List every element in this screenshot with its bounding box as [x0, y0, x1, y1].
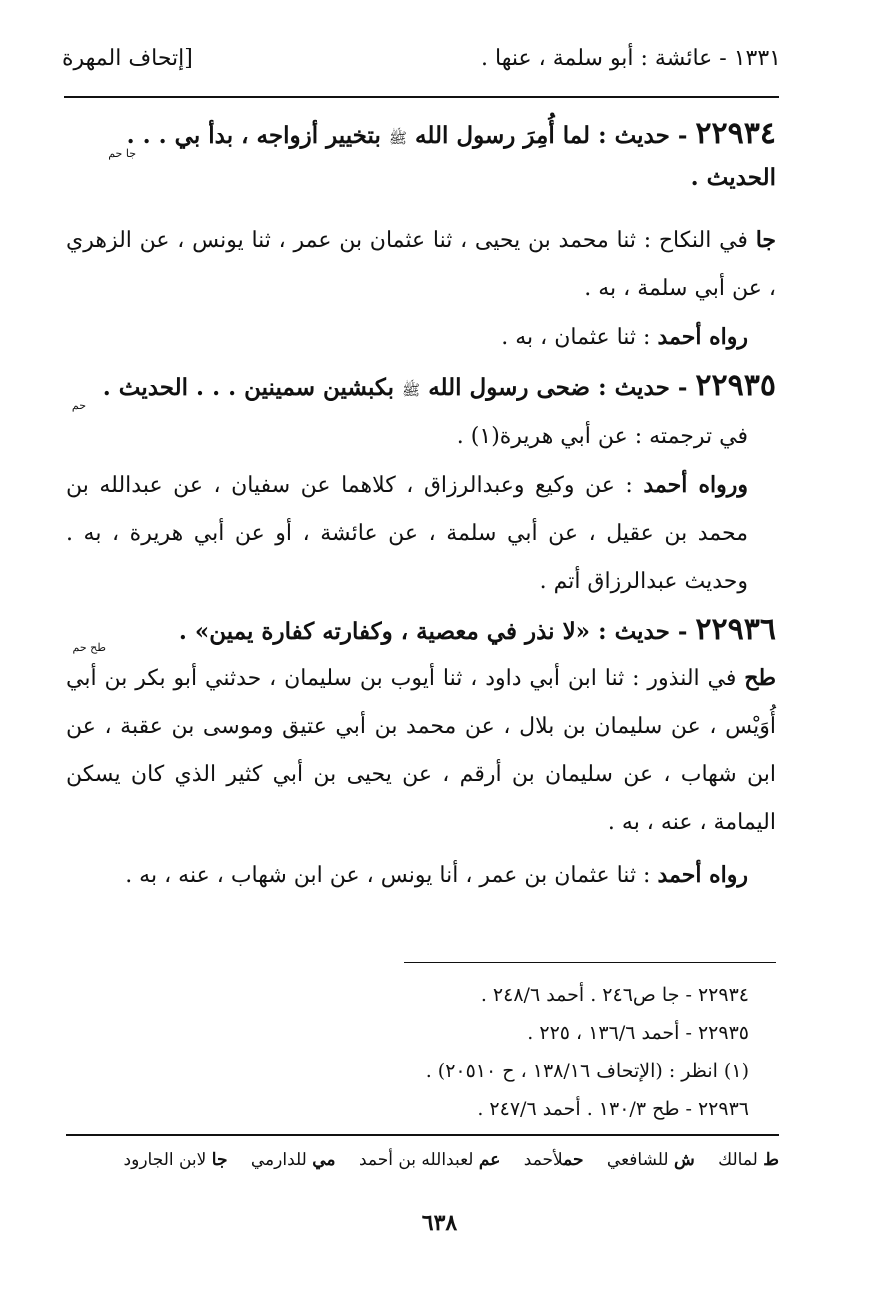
abbreviation-value: للدارمي	[250, 1150, 307, 1170]
hadith-title-rest: بكبشين سمينين . . . الحديث .	[102, 374, 395, 401]
abbreviation-key: جا	[211, 1150, 228, 1170]
abbreviation-value: لابن الجارود	[123, 1150, 207, 1170]
paragraph	[66, 461, 776, 606]
abbreviation-key: مي	[312, 1150, 336, 1170]
hadith-title: - حديث : ضحى رسول الله	[428, 374, 688, 401]
running-header	[62, 46, 781, 82]
main-text	[66, 110, 776, 900]
paragraph-text: : عن وكيع وعبدالرزاق ، كلاهما عن سفيان ، عن عبدالله بن محمد بن عقيل ، عن أبي سلمة ، عن عائشة ، أو عن أبي هريرة ، به . وحديث عبدالرزاق أتم .	[66, 473, 748, 594]
paragraph	[66, 216, 776, 313]
source-abbrev: رواه أحمد	[657, 862, 748, 888]
footnote: ٢٢٩٣٥ - أحمد ١٣٦/٦ ، ٢٢٥ .	[527, 1022, 749, 1044]
abbreviation-item	[124, 1150, 228, 1170]
header-rule	[64, 96, 779, 98]
source-abbrev: جا	[755, 227, 776, 253]
salawat-symbol: ﷺ	[388, 129, 407, 147]
paragraph	[66, 654, 776, 847]
abbreviation-value: لأحمد	[523, 1150, 564, 1170]
abbreviation-value: للشافعي	[606, 1150, 669, 1170]
source-abbrev: ورواه أحمد	[643, 472, 748, 498]
source-siglum: جا حم	[108, 147, 136, 160]
abbreviation-key: حم	[563, 1150, 584, 1170]
hadith-title: - حديث : لما أُمِرَ رسول الله	[415, 122, 688, 149]
abbreviation-key: ش	[673, 1150, 695, 1170]
hadith-title-rest: بتخيير أزواجه ، بدأ بي . . .	[126, 122, 381, 149]
salawat-symbol: ﷺ	[402, 381, 421, 399]
footnote: ٢٢٩٣٦ - طح ١٣٠/٣ . أحمد ٢٤٧/٦ .	[477, 1098, 749, 1120]
hadith-heading	[66, 606, 776, 656]
abbreviation-value: لعبدالله بن أحمد	[358, 1150, 474, 1170]
source-abbrev: رواه أحمد	[657, 324, 748, 350]
footnote-rule	[404, 962, 776, 963]
paragraph	[66, 851, 776, 900]
hadith-heading	[66, 362, 776, 414]
abbreviation-key: عم	[478, 1150, 501, 1170]
paragraph	[66, 313, 776, 362]
abbreviation-item	[718, 1150, 779, 1170]
hadith-number: ٢٢٩٣٤	[695, 116, 776, 151]
abbreviation-item	[607, 1150, 695, 1170]
source-abbrev: طح	[744, 665, 776, 691]
header-book-title: [إتحاف المهرة	[62, 46, 193, 71]
header-chapter-title: ١٣٣١ - عائشة : أبو سلمة ، عنها .	[481, 46, 781, 71]
footnote: (١) انظر : (الإتحاف ١٣٨/١٦ ، ح ٢٠٥١٠) .	[425, 1060, 749, 1082]
paragraph-text: في ترجمته : عن أبي هريرة(١) .	[456, 424, 748, 449]
hadith-title-end: الحديث .	[690, 164, 776, 191]
page-number: ٦٣٨	[421, 1210, 458, 1236]
abbreviations-rule	[66, 1134, 779, 1136]
hadith-number: ٢٢٩٣٥	[695, 368, 776, 403]
abbreviation-item	[359, 1150, 500, 1170]
abbreviation-item	[524, 1150, 584, 1170]
abbreviation-key: ط	[763, 1150, 779, 1170]
hadith-heading	[66, 110, 776, 162]
paragraph	[66, 412, 776, 461]
source-siglum: حم	[71, 399, 86, 412]
paragraph-text: : ثنا عثمان ، به .	[501, 325, 658, 350]
hadith-title: - حديث : «لا نذر في معصية ، وكفارته كفارة يمين» .	[178, 618, 688, 645]
abbreviation-item	[251, 1150, 336, 1170]
source-siglum: طح حم	[72, 641, 106, 654]
paragraph-text: في النذور : ثنا ابن أبي داود ، ثنا أيوب بن سليمان ، حدثني أبو بكر بن أبي أُوَيْس ، عن سليمان بن بلال ، عن محمد بن أبي عتيق وموسى بن عقبة ، عن ابن شهاب ، عن سليمان بن أرقم ، عن يحيى بن أبي كثير الذي كان يسكن اليمامة ، عنه ، به .	[66, 666, 776, 835]
footnote: ٢٢٩٣٤ - جا ص٢٤٦ . أحمد ٢٤٨/٦ .	[480, 984, 749, 1006]
hadith-number: ٢٢٩٣٦	[695, 612, 776, 647]
footnotes	[120, 976, 749, 1128]
abbreviations-key	[60, 1150, 779, 1170]
paragraph-text: في النكاح : ثنا محمد بن يحيى ، ثنا عثمان بن عمر ، ثنا يونس ، عن الزهري ، عن أبي سلمة ، به .	[66, 228, 776, 301]
paragraph-text: : ثنا عثمان بن عمر ، أنا يونس ، عن ابن شهاب ، عنه ، به .	[125, 863, 658, 888]
abbreviation-value: لمالك	[718, 1150, 758, 1170]
